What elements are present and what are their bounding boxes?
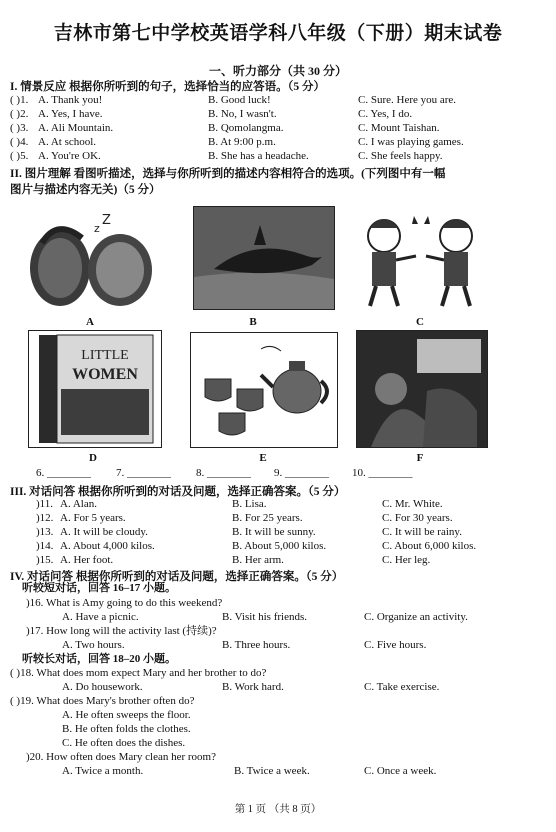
question-18: ( )18. What does mom expect Mary and her brother to do? [10, 667, 267, 679]
option-b: B. For 25 years. [232, 512, 303, 524]
picture-d-book [28, 330, 162, 448]
question-number: )14. [36, 540, 54, 552]
option-a: A. He often sweeps the floor. [62, 709, 191, 721]
option-a: A. You're OK. [38, 150, 101, 162]
option-c: C. About 6,000 kilos. [382, 540, 477, 552]
option-b: B. Work hard. [222, 681, 284, 693]
option-a: A. For 5 years. [60, 512, 126, 524]
picture-label-a: A [86, 316, 94, 328]
book-title-line1: LITTLE [81, 348, 129, 363]
option-a: A. Two hours. [62, 639, 125, 651]
option-c: C. Take exercise. [364, 681, 440, 693]
picture-label-f: F [416, 452, 424, 464]
picture-a-sleeping [20, 208, 160, 310]
option-b: B. Lisa. [232, 498, 267, 510]
question-number: ( )5. [10, 150, 29, 162]
question-16: )16. What is Amy going to do this weekend? [26, 597, 223, 609]
option-b: B. Qomolangma. [208, 122, 284, 134]
option-b: B. Twice a week. [234, 765, 310, 777]
option-a: A. At school. [38, 136, 97, 148]
option-c: C. He often does the dishes. [62, 737, 186, 749]
listening-section-heading: 一、听力部分（共 30 分） [208, 64, 347, 78]
option-a: A. Alan. [60, 498, 97, 510]
question-row [10, 94, 546, 107]
question-number: )15. [36, 554, 54, 566]
option-b: B. He often folds the clothes. [62, 723, 191, 735]
option-a: A. Have a picnic. [62, 611, 139, 623]
part2-instruction-line1: II. 图片理解 看图听描述，选择与你所听到的描述内容相符合的选项。(下列图中有一幅 [10, 168, 446, 180]
question-row [10, 122, 546, 135]
option-b: B. It will be sunny. [232, 526, 316, 538]
option-a: A. Twice a month. [62, 765, 144, 777]
question-number: ( )3. [10, 122, 29, 134]
question-number: ( )4. [10, 136, 29, 148]
option-a: A. Thank you! [38, 94, 103, 106]
option-c: C. Mr. White. [382, 498, 443, 510]
option-b: B. Her arm. [232, 554, 284, 566]
answer-blank-9[interactable]: 9. ________ [274, 467, 329, 479]
part4-instruction: IV. 对话问答 根据你所听到的对话及问题，选择正确答案。（5 分） [10, 571, 344, 583]
exam-title: 吉林市第七中学校英语学科八年级（下册）期末试卷 [53, 23, 503, 44]
question-17: )17. How long will the activity last (持续)? [26, 625, 217, 637]
option-a: A. It will be cloudy. [60, 526, 148, 538]
book-title-line2: WOMEN [72, 366, 138, 383]
option-b: B. About 5,000 kilos. [232, 540, 327, 552]
short-dialog-heading: 听较短对话，回答 16–17 小题。 [22, 582, 176, 594]
part1-instruction: I. 情景反应 根据你所听到的句子，选择恰当的应答语。（5 分） [10, 81, 325, 93]
picture-b-whale [193, 206, 335, 310]
picture-c-arguing [352, 206, 492, 308]
option-b: B. At 9:00 p.m. [208, 136, 276, 148]
answer-blank-10[interactable]: 10. ________ [352, 467, 413, 479]
picture-label-e: E [259, 452, 267, 464]
long-dialog-heading: 听较长对话，回答 18–20 小题。 [22, 653, 176, 665]
picture-label-d: D [89, 452, 97, 464]
option-c: C. Five hours. [364, 639, 427, 651]
picture-label-b: B [249, 316, 257, 328]
question-20: )20. How often does Mary clean her room? [26, 751, 216, 763]
option-c: C. I was playing games. [358, 136, 464, 148]
question-19: ( )19. What does Mary's brother often do? [10, 695, 195, 707]
option-b: B. Visit his friends. [222, 611, 308, 623]
question-row [10, 136, 546, 149]
option-c: C. It will be rainy. [382, 526, 462, 538]
page-footer: 第 1 页 （共 8 页） [234, 804, 322, 815]
answer-blank-7[interactable]: 7. ________ [116, 467, 171, 479]
question-row [10, 150, 546, 163]
picture-label-c: C [416, 316, 424, 328]
svg-text:z: z [94, 222, 100, 235]
question-row [10, 526, 546, 539]
option-c: C. For 30 years. [382, 512, 453, 524]
option-b: B. Three hours. [222, 639, 291, 651]
question-row [10, 108, 546, 121]
answer-blank-6[interactable]: 6. ________ [36, 467, 91, 479]
svg-text:Z: Z [102, 213, 111, 228]
question-number: ( )2. [10, 108, 29, 120]
option-c: C. Once a week. [364, 765, 437, 777]
question-number: )11. [36, 498, 54, 510]
question-row [10, 498, 546, 511]
option-a: A. Yes, I have. [38, 108, 103, 120]
option-c: C. Yes, I do. [358, 108, 413, 120]
question-number: ( )1. [10, 94, 29, 106]
question-row [10, 554, 546, 567]
part2-instruction-line2: 图片与描述内容无关)（5 分） [10, 184, 161, 196]
option-b: B. She has a headache. [208, 150, 309, 162]
option-c: C. Her leg. [382, 554, 431, 566]
question-number: )12. [36, 512, 54, 524]
question-row [10, 512, 546, 525]
option-c: C. Organize an activity. [364, 611, 468, 623]
option-a: A. Her foot. [60, 554, 114, 566]
answer-blank-8[interactable]: 8. ________ [196, 467, 251, 479]
option-c: C. Mount Taishan. [358, 122, 440, 134]
option-b: B. No, I wasn't. [208, 108, 277, 120]
part3-instruction: III. 对话问答 根据你所听到的对话及问题，选择正确答案。（5 分） [10, 486, 346, 498]
option-a: A. About 4,000 kilos. [60, 540, 155, 552]
picture-f-book-cover [356, 330, 488, 448]
question-row [10, 540, 546, 553]
picture-e-teapot [190, 332, 338, 448]
option-a: A. Do housework. [62, 681, 143, 693]
option-a: A. Ali Mountain. [38, 122, 114, 134]
option-c: C. Sure. Here you are. [358, 94, 457, 106]
question-number: )13. [36, 526, 54, 538]
option-c: C. She feels happy. [358, 150, 443, 162]
option-b: B. Good luck! [208, 94, 271, 106]
